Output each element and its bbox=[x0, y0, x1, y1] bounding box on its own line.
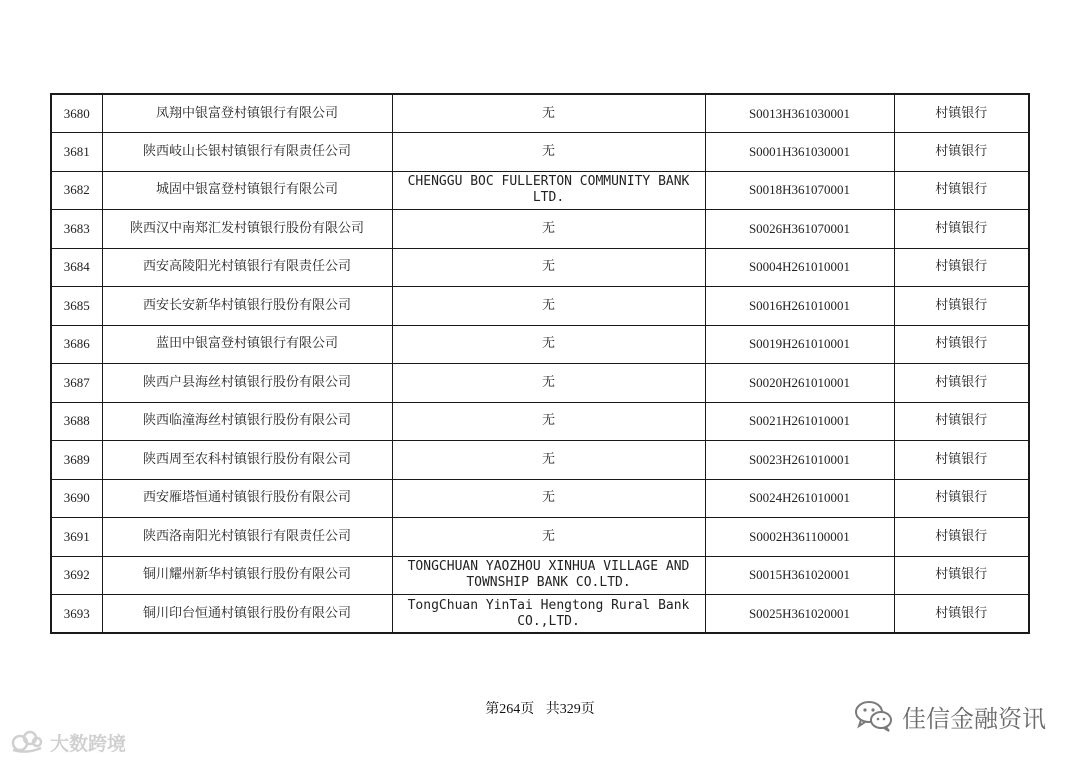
cell-serial-number: 3688 bbox=[51, 402, 102, 441]
cell-institution-code: S0021H261010001 bbox=[705, 402, 894, 441]
cell-bank-name-cn: 陕西户县海丝村镇银行股份有限公司 bbox=[102, 364, 392, 403]
table-row bbox=[51, 325, 1029, 364]
cell-institution-type: 村镇银行 bbox=[894, 479, 1029, 518]
cell-institution-type: 村镇银行 bbox=[894, 518, 1029, 557]
cell-institution-type: 村镇银行 bbox=[894, 556, 1029, 595]
cell-institution-code: S0019H261010001 bbox=[705, 325, 894, 364]
cell-institution-type: 村镇银行 bbox=[894, 94, 1029, 133]
cell-serial-number: 3685 bbox=[51, 287, 102, 326]
cell-bank-name-en: 无 bbox=[392, 441, 705, 480]
cell-bank-name-cn: 蓝田中银富登村镇银行有限公司 bbox=[102, 325, 392, 364]
table-row bbox=[51, 556, 1029, 595]
cell-serial-number: 3680 bbox=[51, 94, 102, 133]
watermark-left bbox=[10, 728, 126, 756]
cell-bank-name-en: TongChuan YinTai Hengtong Rural Bank CO.,LTD. bbox=[392, 595, 705, 634]
cell-institution-code: S0016H261010001 bbox=[705, 287, 894, 326]
cell-bank-name-en: 无 bbox=[392, 210, 705, 249]
cell-institution-code: S0018H361070001 bbox=[705, 171, 894, 210]
cell-bank-name-cn: 铜川耀州新华村镇银行股份有限公司 bbox=[102, 556, 392, 595]
cell-institution-type: 村镇银行 bbox=[894, 133, 1029, 172]
cell-serial-number: 3693 bbox=[51, 595, 102, 634]
cell-institution-type: 村镇银行 bbox=[894, 325, 1029, 364]
table-row bbox=[51, 441, 1029, 480]
cell-bank-name-cn: 西安长安新华村镇银行股份有限公司 bbox=[102, 287, 392, 326]
watermark-left-text: 大数跨境 bbox=[50, 732, 127, 755]
cell-institution-code: S0023H261010001 bbox=[705, 441, 894, 480]
table-row bbox=[51, 248, 1029, 287]
cell-institution-code: S0015H361020001 bbox=[705, 556, 894, 595]
cell-institution-code: S0025H361020001 bbox=[705, 595, 894, 634]
cell-institution-type: 村镇银行 bbox=[894, 210, 1029, 249]
cell-institution-type: 村镇银行 bbox=[894, 595, 1029, 634]
cell-bank-name-en: 无 bbox=[392, 94, 705, 133]
cell-institution-type: 村镇银行 bbox=[894, 402, 1029, 441]
cell-bank-name-cn: 陕西临潼海丝村镇银行股份有限公司 bbox=[102, 402, 392, 441]
cell-serial-number: 3691 bbox=[51, 518, 102, 557]
cell-serial-number: 3690 bbox=[51, 479, 102, 518]
cell-bank-name-cn: 西安雁塔恒通村镇银行股份有限公司 bbox=[102, 479, 392, 518]
cell-serial-number: 3686 bbox=[51, 325, 102, 364]
cell-serial-number: 3692 bbox=[51, 556, 102, 595]
table-row bbox=[51, 364, 1029, 403]
cell-bank-name-en: 无 bbox=[392, 479, 705, 518]
table-row bbox=[51, 479, 1029, 518]
bank-registry-table bbox=[50, 93, 1030, 634]
table-row bbox=[51, 518, 1029, 557]
cell-bank-name-en: 无 bbox=[392, 133, 705, 172]
cell-serial-number: 3683 bbox=[51, 210, 102, 249]
table-row bbox=[51, 171, 1029, 210]
cell-institution-code: S0004H261010001 bbox=[705, 248, 894, 287]
cell-institution-code: S0002H361100001 bbox=[705, 518, 894, 557]
cell-bank-name-en: 无 bbox=[392, 402, 705, 441]
table-row bbox=[51, 402, 1029, 441]
table-row bbox=[51, 595, 1029, 634]
cell-bank-name-cn: 西安高陵阳光村镇银行有限责任公司 bbox=[102, 248, 392, 287]
watermark-right bbox=[854, 696, 1046, 736]
cell-serial-number: 3689 bbox=[51, 441, 102, 480]
cell-bank-name-en: TONGCHUAN YAOZHOU XINHUA VILLAGE AND TOWNSHIP BANK CO.LTD. bbox=[392, 556, 705, 595]
page-number-total: 共329页 bbox=[545, 702, 595, 717]
cell-bank-name-cn: 城固中银富登村镇银行有限公司 bbox=[102, 171, 392, 210]
cell-bank-name-en: 无 bbox=[392, 248, 705, 287]
cell-serial-number: 3681 bbox=[51, 133, 102, 172]
cell-bank-name-cn: 陕西汉中南郑汇发村镇银行股份有限公司 bbox=[102, 210, 392, 249]
cloud-logo-icon bbox=[10, 729, 44, 755]
cell-institution-type: 村镇银行 bbox=[894, 248, 1029, 287]
cell-bank-name-en: 无 bbox=[392, 364, 705, 403]
cell-bank-name-en: CHENGGU BOC FULLERTON COMMUNITY BANK LTD. bbox=[392, 171, 705, 210]
cell-bank-name-cn: 陕西周至农科村镇银行股份有限公司 bbox=[102, 441, 392, 480]
cell-bank-name-en: 无 bbox=[392, 325, 705, 364]
cell-serial-number: 3684 bbox=[51, 248, 102, 287]
cell-bank-name-cn: 陕西洛南阳光村镇银行有限责任公司 bbox=[102, 518, 392, 557]
table-body bbox=[51, 94, 1029, 633]
cell-institution-code: S0024H261010001 bbox=[705, 479, 894, 518]
table-row bbox=[51, 287, 1029, 326]
table-row bbox=[51, 210, 1029, 249]
cell-bank-name-cn: 凤翔中银富登村镇银行有限公司 bbox=[102, 94, 392, 133]
cell-institution-type: 村镇银行 bbox=[894, 441, 1029, 480]
cell-institution-code: S0013H361030001 bbox=[705, 94, 894, 133]
cell-bank-name-cn: 陕西岐山长银村镇银行有限责任公司 bbox=[102, 133, 392, 172]
cell-institution-type: 村镇银行 bbox=[894, 364, 1029, 403]
watermark-right-text: 佳信金融资讯 bbox=[902, 704, 1046, 733]
cell-bank-name-en: 无 bbox=[392, 287, 705, 326]
cell-institution-type: 村镇银行 bbox=[894, 287, 1029, 326]
wechat-logo-icon bbox=[854, 699, 894, 733]
page-number-current: 第264页 bbox=[485, 702, 535, 717]
cell-serial-number: 3687 bbox=[51, 364, 102, 403]
cell-institution-code: S0001H361030001 bbox=[705, 133, 894, 172]
cell-bank-name-en: 无 bbox=[392, 518, 705, 557]
cell-bank-name-cn: 铜川印台恒通村镇银行股份有限公司 bbox=[102, 595, 392, 634]
cell-serial-number: 3682 bbox=[51, 171, 102, 210]
cell-institution-code: S0026H361070001 bbox=[705, 210, 894, 249]
table-row bbox=[51, 133, 1029, 172]
cell-institution-type: 村镇银行 bbox=[894, 171, 1029, 210]
cell-institution-code: S0020H261010001 bbox=[705, 364, 894, 403]
table-row bbox=[51, 94, 1029, 133]
